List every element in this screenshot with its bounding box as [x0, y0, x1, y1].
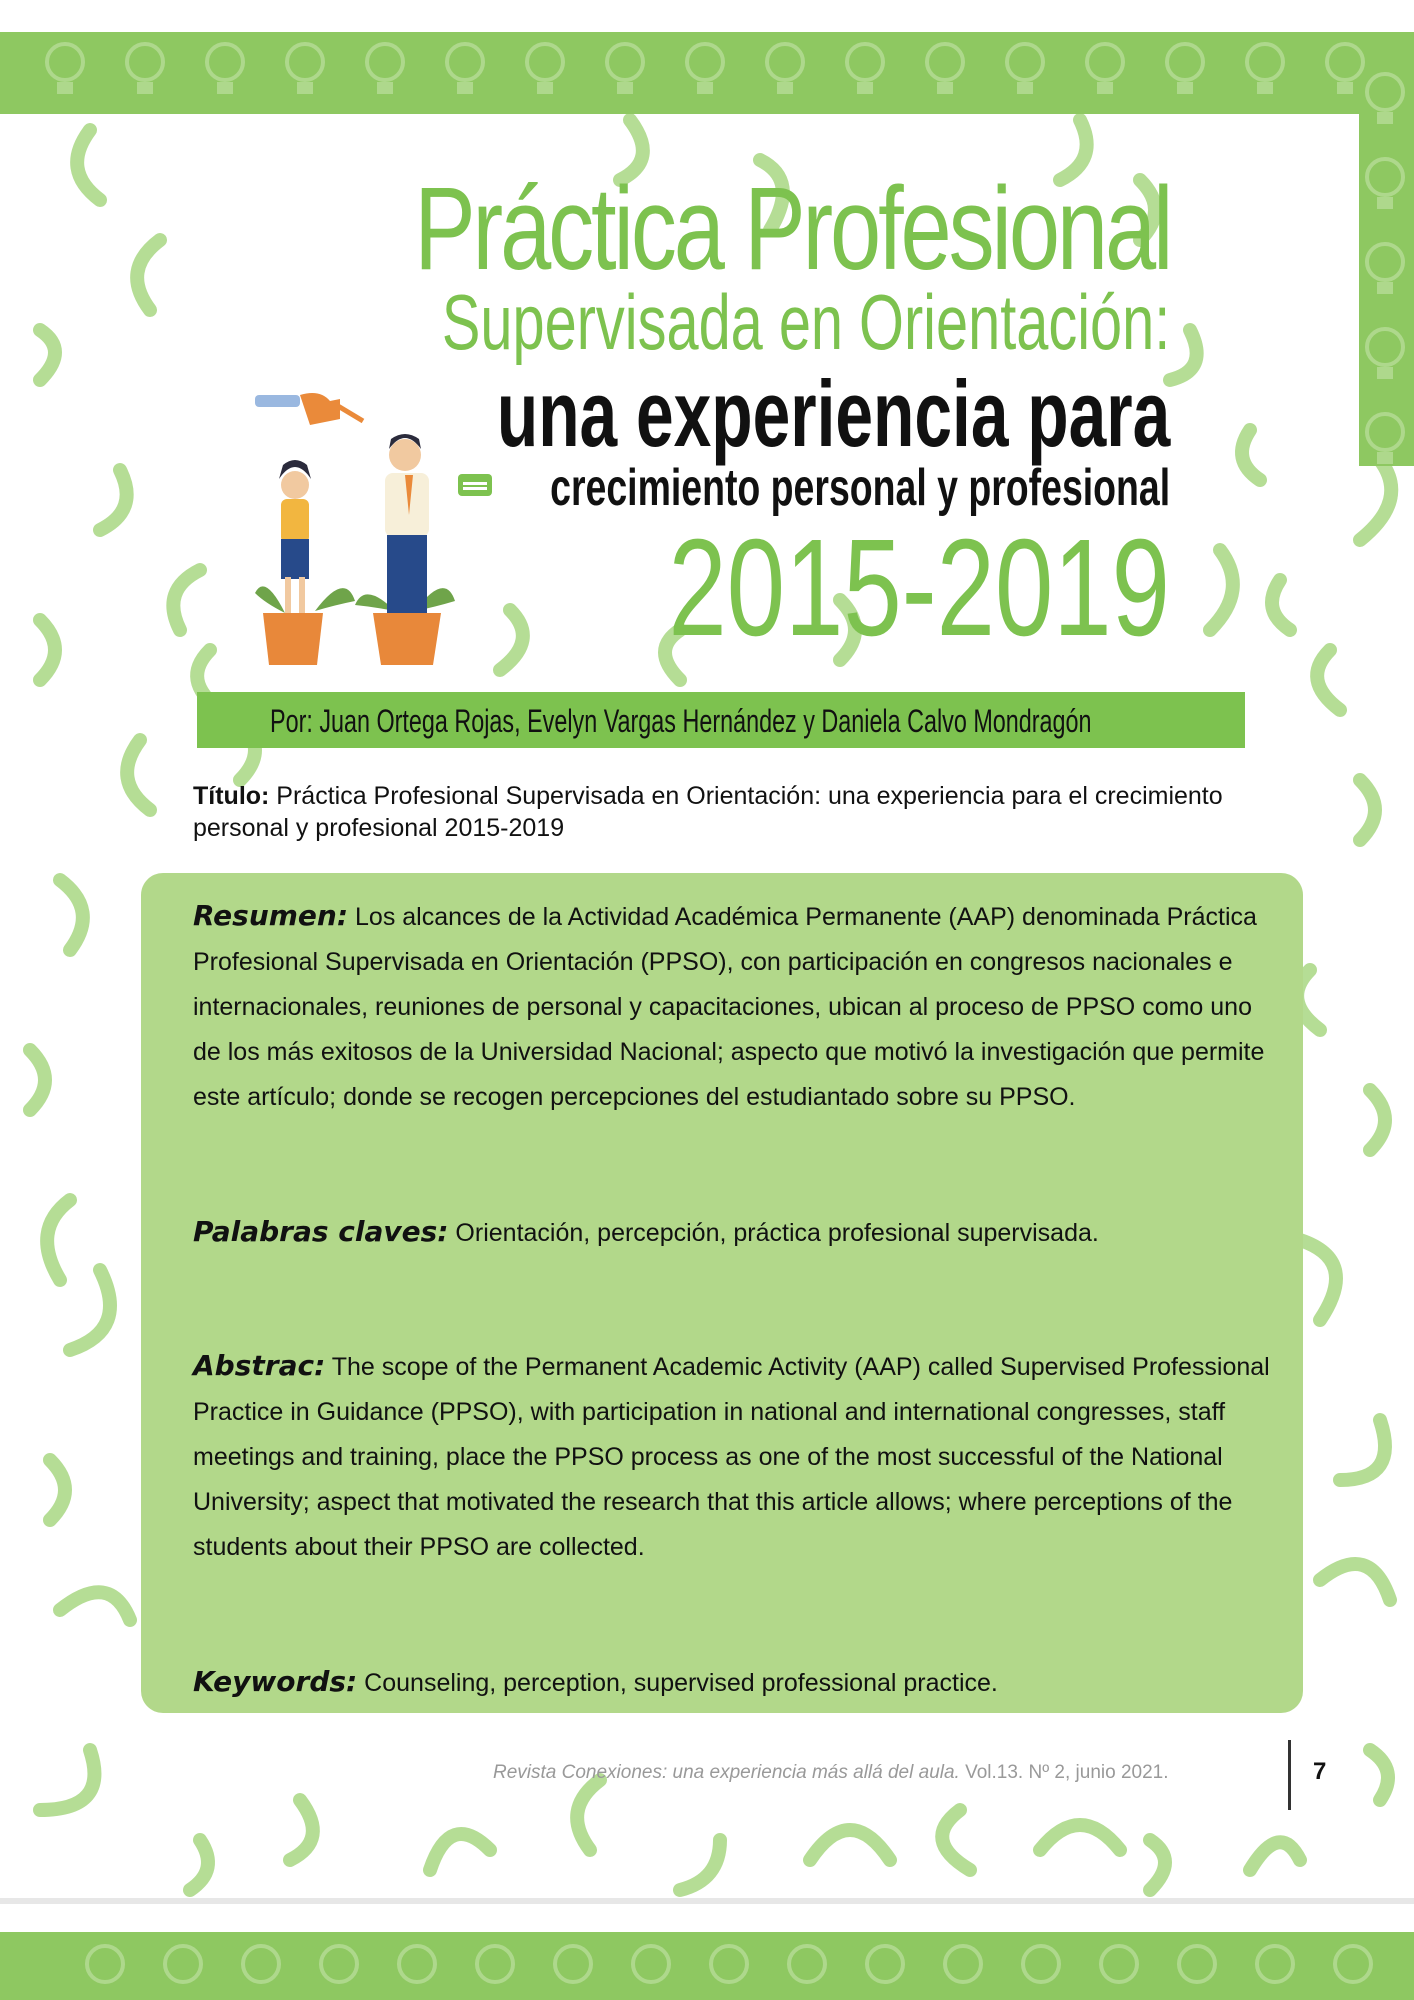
brain-lightbulb-icon: [704, 1942, 754, 2000]
brain-lightbulb-icon: [1016, 1942, 1066, 2000]
abstract-paragraph: [193, 1343, 1273, 1570]
brain-lightbulb-icon: [1360, 325, 1410, 385]
titulo-label: Título:: [193, 782, 270, 810]
brain-lightbulb-icon: [1080, 40, 1130, 100]
title-line-3: una experiencia para: [496, 361, 1170, 466]
brain-lightbulb-icon: [392, 1942, 442, 2000]
brain-lightbulb-icon: [314, 1942, 364, 2000]
brain-lightbulb-icon: [1360, 70, 1410, 130]
brain-lightbulb-icon: [158, 1942, 208, 2000]
abstract-text: The scope of the Permanent Academic Activity (AAP) called Supervised Professional Practice in Guidance (PPSO), with participation in national and international congresses, staff meetings and training, place the PPSO process as one of the most successful of the National University; aspect that motivated the research that this article allows; where perceptions of the students about their PPSO are collected.: [193, 1353, 1270, 1561]
brain-lightbulb-icon: [1360, 240, 1410, 300]
brain-lightbulb-icon: [440, 40, 490, 100]
bottom-divider: [0, 1898, 1414, 1904]
brain-lightbulb-icon: [1240, 40, 1290, 100]
article-title-line: [193, 780, 1253, 844]
illustration-watering-people: [245, 385, 485, 685]
brain-lightbulb-icon: [840, 40, 890, 100]
brain-lightbulb-icon: [860, 1942, 910, 2000]
titulo-text: Práctica Profesional Supervisada en Orientación: una experiencia para el crecimiento personal y profesional 2015-2019: [193, 782, 1223, 842]
brain-lightbulb-column: [1360, 70, 1410, 470]
journal-citation: [493, 1762, 1169, 1784]
authors: Por: Juan Ortega Rojas, Evelyn Vargas Hernández y Daniela Calvo Mondragón: [270, 703, 1092, 739]
brain-lightbulb-icon: [760, 40, 810, 100]
title-line-1: Práctica Profesional: [413, 163, 1170, 295]
keywords-paragraph: [193, 1659, 1273, 1706]
brain-lightbulb-icon: [626, 1942, 676, 2000]
resumen-label: Resumen:: [193, 899, 349, 932]
brain-lightbulb-row: [40, 40, 1370, 100]
journal-name: Revista Conexiones: una experiencia más allá del aula.: [493, 1762, 960, 1783]
brain-lightbulb-icon: [548, 1942, 598, 2000]
title-line-4: crecimiento personal y profesional: [549, 459, 1170, 517]
brain-lightbulb-icon: [236, 1942, 286, 2000]
page-number: 7: [1313, 1758, 1327, 1785]
brain-lightbulb-row-bottom: [80, 1942, 1378, 2000]
abstract-label: Abstrac:: [193, 1349, 326, 1382]
brain-lightbulb-icon: [1160, 40, 1210, 100]
brain-lightbulb-icon: [80, 1942, 130, 2000]
title-years: 2015-2019: [668, 511, 1170, 665]
keywords-label: Keywords:: [193, 1665, 358, 1698]
brain-lightbulb-icon: [680, 40, 730, 100]
title-line-2: Supervisada en Orientación:: [441, 278, 1170, 366]
brain-lightbulb-icon: [120, 40, 170, 100]
brain-lightbulb-icon: [470, 1942, 520, 2000]
resumen-paragraph: [193, 893, 1273, 1120]
brain-lightbulb-icon: [1000, 40, 1050, 100]
resumen-text: Los alcances de la Actividad Académica Permanente (AAP) denominada Práctica Profesional Supervisada en Orientación (PPSO), con participación en congresos nacionales e internacionales, reuniones de personal y capacitaciones, ubican al proceso de PPSO como uno de los más exitosos de la Universidad Nacional; aspecto que motivó la investigación que permite este artículo; donde se recogen percepciones del estudiantado sobre su PPSO.: [193, 903, 1265, 1111]
palabras-label: Palabras claves:: [193, 1215, 449, 1248]
brain-lightbulb-icon: [1360, 155, 1410, 215]
brain-lightbulb-icon: [1328, 1942, 1378, 2000]
brain-lightbulb-icon: [920, 40, 970, 100]
footer-divider: [1288, 1740, 1291, 1810]
brain-lightbulb-icon: [280, 40, 330, 100]
keywords-text: Counseling, perception, supervised professional practice.: [357, 1669, 998, 1697]
brain-lightbulb-icon: [1250, 1942, 1300, 2000]
brain-lightbulb-icon: [1094, 1942, 1144, 2000]
brain-lightbulb-icon: [360, 40, 410, 100]
brain-lightbulb-icon: [200, 40, 250, 100]
brain-lightbulb-icon: [600, 40, 650, 100]
palabras-paragraph: [193, 1209, 1273, 1256]
brain-lightbulb-icon: [782, 1942, 832, 2000]
brain-lightbulb-icon: [1360, 410, 1410, 470]
brain-lightbulb-icon: [1172, 1942, 1222, 2000]
brain-lightbulb-icon: [40, 40, 90, 100]
brain-lightbulb-icon: [938, 1942, 988, 2000]
brain-lightbulb-icon: [520, 40, 570, 100]
journal-issue: Vol.13. Nº 2, junio 2021.: [959, 1762, 1169, 1783]
palabras-text: Orientación, percepción, práctica profesional supervisada.: [448, 1219, 1099, 1247]
